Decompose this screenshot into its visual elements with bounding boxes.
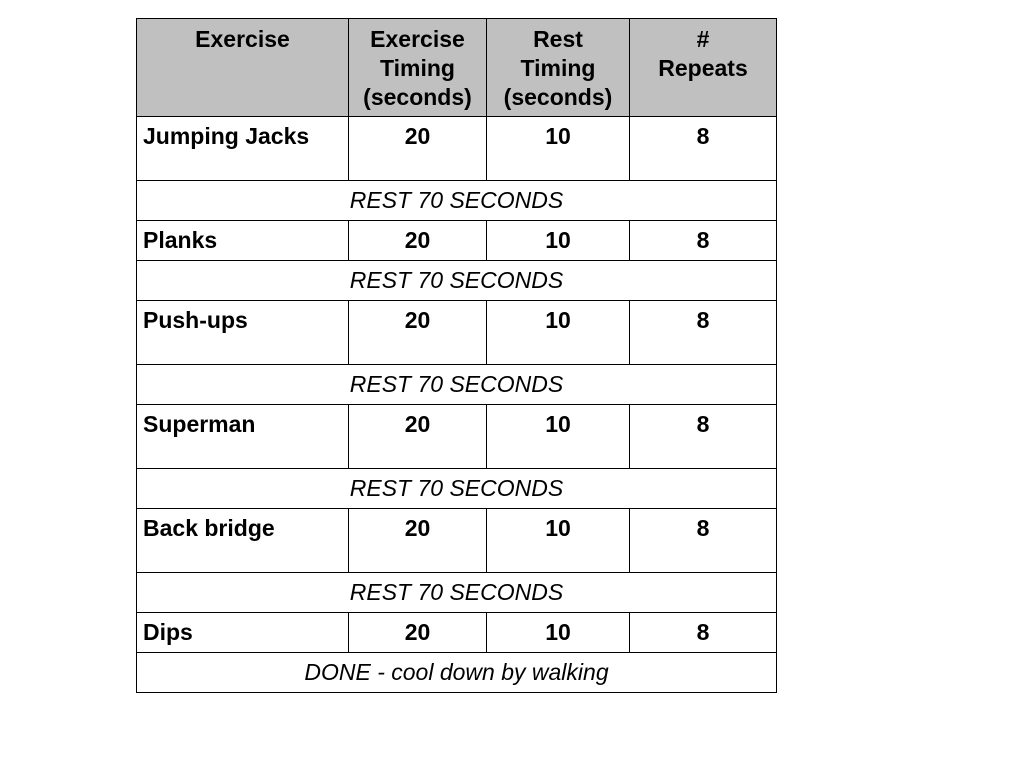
repeats: 8 [630,509,777,573]
exercise-row-superman [137,405,777,469]
rest-note: REST 70 SECONDS [137,365,777,405]
rest-note: REST 70 SECONDS [137,469,777,509]
rest-row [137,261,777,301]
exercise-seconds: 20 [349,117,487,181]
exercise-seconds: 20 [349,509,487,573]
header-rest-timing-line: Rest [533,26,583,52]
header-repeats [630,19,777,117]
rest-note: REST 70 SECONDS [137,181,777,221]
rest-seconds: 10 [487,509,630,573]
repeats: 8 [630,301,777,365]
rest-seconds: 10 [487,405,630,469]
exercise-name: Dips [137,613,349,653]
header-row [137,19,777,117]
rest-seconds: 10 [487,301,630,365]
header-rest-timing-line: Timing [520,55,596,81]
exercise-row-planks [137,221,777,261]
exercise-seconds: 20 [349,221,487,261]
rest-seconds: 10 [487,613,630,653]
rest-seconds: 10 [487,117,630,181]
header-exercise-timing-line: (seconds) [363,84,472,110]
rest-row [137,181,777,221]
repeats: 8 [630,613,777,653]
exercise-row-back-bridge [137,509,777,573]
header-repeats-line: # [696,26,710,52]
exercise-row-dips [137,613,777,653]
header-rest-timing-line: (seconds) [503,84,613,110]
rest-row [137,365,777,405]
header-exercise [137,19,349,117]
header-exercise-timing [349,19,487,117]
exercise-row-push-ups [137,301,777,365]
header-exercise-timing-line: Timing [380,55,455,81]
workout-table [136,18,777,693]
repeats: 8 [630,405,777,469]
rest-note: REST 70 SECONDS [137,261,777,301]
rest-row [137,469,777,509]
exercise-row-jumping-jacks [137,117,777,181]
exercise-name: Superman [137,405,349,469]
done-note: DONE - cool down by walking [137,653,777,693]
exercise-name: Push-ups [137,301,349,365]
exercise-seconds: 20 [349,613,487,653]
repeats: 8 [630,221,777,261]
done-row [137,653,777,693]
header-exercise-line: Exercise [195,26,290,52]
rest-seconds: 10 [487,221,630,261]
exercise-name: Planks [137,221,349,261]
repeats: 8 [630,117,777,181]
rest-row [137,573,777,613]
exercise-seconds: 20 [349,405,487,469]
rest-note: REST 70 SECONDS [137,573,777,613]
exercise-seconds: 20 [349,301,487,365]
exercise-name: Back bridge [137,509,349,573]
exercise-name: Jumping Jacks [137,117,349,181]
header-rest-timing [487,19,630,117]
header-exercise-timing-line: Exercise [370,26,465,52]
header-repeats-line: Repeats [658,55,748,81]
